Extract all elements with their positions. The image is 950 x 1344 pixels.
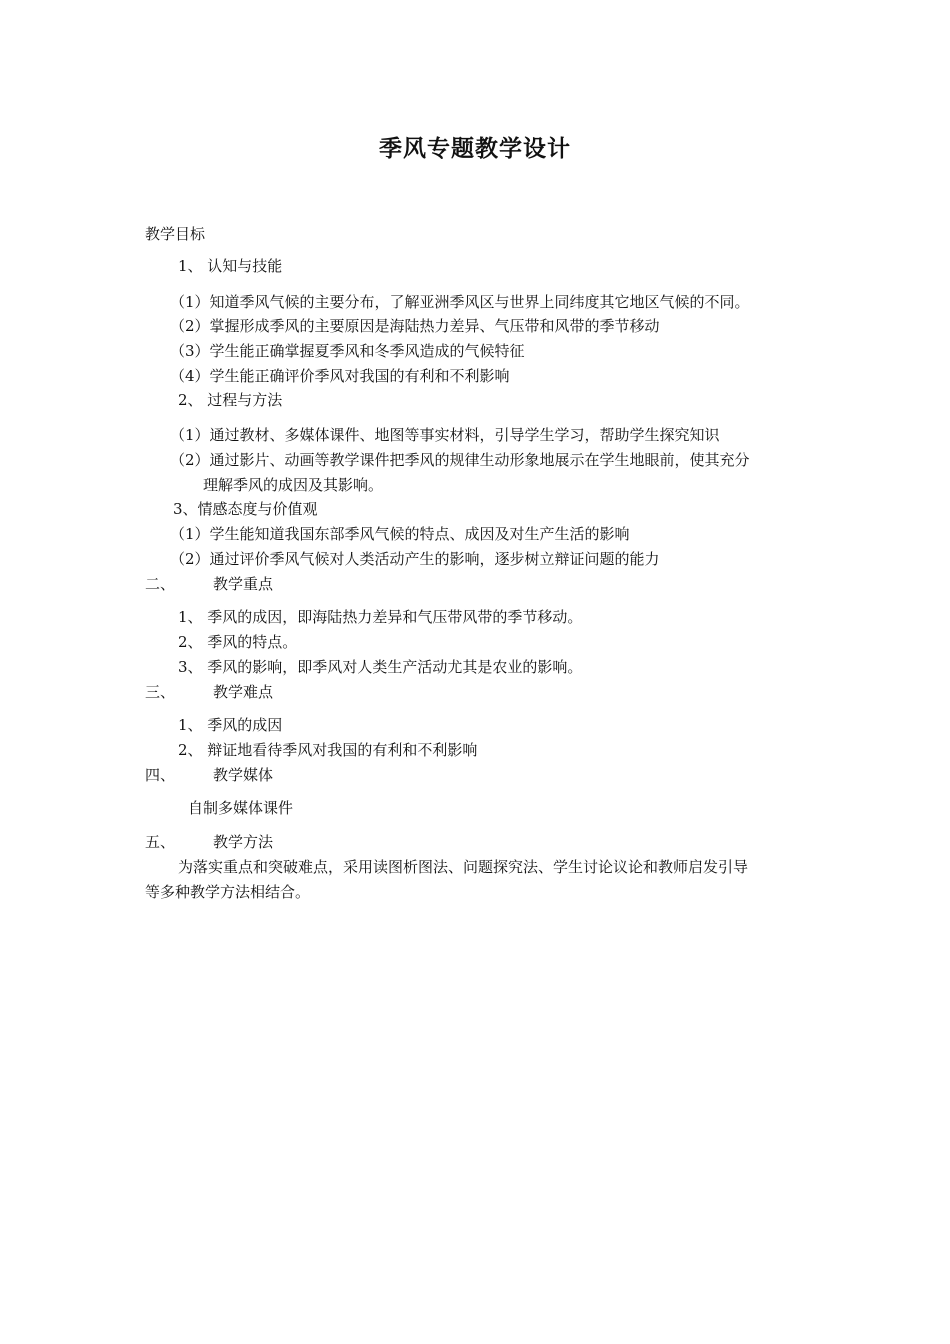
subsection-label-attitude: 3、情感态度与价值观 <box>173 500 318 518</box>
list-item: （4）学生能正确评价季风对我国的有利和不利影响 <box>170 367 510 385</box>
list-item: （2）通过影片、动画等教学课件把季风的规律生动形象地展示在学生地眼前，使其充分 <box>170 451 750 469</box>
section-heading-text: 教学难点 <box>213 683 274 701</box>
section-heading-media <box>145 765 273 785</box>
section-number: 三、 <box>145 683 176 701</box>
section-heading-text: 教学媒体 <box>213 766 274 784</box>
subsection-label-process: 2、 过程与方法 <box>178 391 283 409</box>
list-item: 2、 季风的特点。 <box>178 633 298 651</box>
list-item: （1）通过教材、多媒体课件、地图等事实材料，引导学生学习，帮助学生探究知识 <box>170 426 720 444</box>
list-item-continuation: 理解季风的成因及其影响。 <box>203 476 384 494</box>
list-item: （1）学生能知道我国东部季风气候的特点、成因及对生产生活的影响 <box>170 525 630 543</box>
document-title: 季风专题教学设计 <box>379 136 571 162</box>
section-heading-text: 教学方法 <box>213 833 274 851</box>
section-number: 二、 <box>145 575 176 593</box>
section-number: 五、 <box>145 833 176 851</box>
section-heading-key-points <box>145 574 273 594</box>
section-body-methods-line1: 为落实重点和突破难点，采用读图析图法、问题探究法、学生讨论议论和教师启发引导 <box>178 858 749 876</box>
list-item: 1、 季风的成因，即海陆热力差异和气压带风带的季节移动。 <box>178 608 583 626</box>
section-number: 四、 <box>145 766 176 784</box>
section-heading-difficulties <box>145 682 273 702</box>
list-item: （2）通过评价季风气候对人类活动产生的影响，逐步树立辩证问题的能力 <box>170 550 660 568</box>
section-body-media: 自制多媒体课件 <box>188 799 294 817</box>
list-item: （1）知道季风气候的主要分布，了解亚洲季风区与世界上同纬度其它地区气候的不同。 <box>170 293 750 311</box>
section-heading-objectives: 教学目标 <box>145 225 206 243</box>
section-body-methods-line2: 等多种教学方法相结合。 <box>145 883 311 901</box>
subsection-label-cognition: 1、 认知与技能 <box>178 257 283 275</box>
list-item: （3）学生能正确掌握夏季风和冬季风造成的气候特征 <box>170 342 525 360</box>
list-item: （2）掌握形成季风的主要原因是海陆热力差异、气压带和风带的季节移动 <box>170 317 660 335</box>
list-item: 3、 季风的影响，即季风对人类生产活动尤其是农业的影响。 <box>178 658 583 676</box>
list-item: 2、 辩证地看待季风对我国的有利和不利影响 <box>178 741 478 759</box>
section-heading-text: 教学重点 <box>213 575 274 593</box>
section-heading-methods <box>145 832 273 852</box>
list-item: 1、 季风的成因 <box>178 716 283 734</box>
